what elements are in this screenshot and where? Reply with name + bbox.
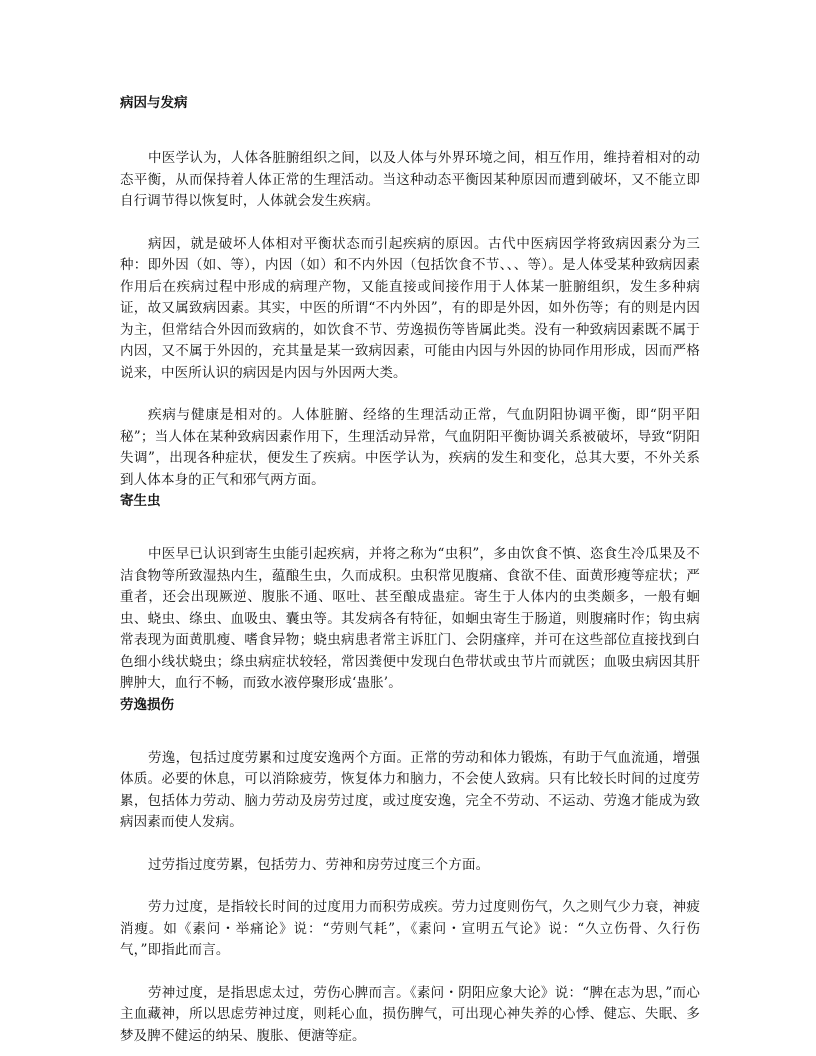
spacer	[120, 511, 700, 544]
paragraph: 劳力过度，是指较长时间的过度用力而积劳成疾。劳力过度则伤气，久之则气少力衰，神疲消瘦。如《素问・举痛论》说：“劳则气耗”，《素问・宣明五气论》说：“久立伤骨、久行伤气，”即指此而言。	[120, 899, 700, 958]
paragraph: 中医学认为，人体各脏腑组织之间，以及人体与外界环境之间，相互作用，维持着相对的动态平衡，从而保持着人体正常的生理活动。当这种动态平衡因某种原因而遭到破坏，又不能立即自行调节得以恢复时，人体就会发生疾病。	[120, 150, 700, 209]
section-title: 劳逸损伤	[120, 696, 174, 713]
spacer	[120, 876, 700, 897]
spacer	[120, 962, 700, 983]
paragraph: 中医早已认识到寄生虫能引起疾病，并将之称为“虫积”，多由饮食不慎、恣食生冷瓜果及不洁食物等所致湿热内生，蕴酿生虫，久而成积。虫积常见腹痛、食欲不佳、面黄形瘦等症状；严重者，还会出现厥逆、腹胀不通、呕吐、甚至酿成蛊症。寄生于人体内的虫类颇多，一般有蛔虫、蛲虫、绦虫、血吸虫、囊虫等。其发病各有特征，如蛔虫寄生于肠道，则腹痛时作；钩虫病常表现为面黄肌瘦、嗜食异物；蛲虫病患者常主诉肛门、会阴瘙痒，并可在这些部位直接找到白色细小线状蛲虫；绦虫病症状较轻，常因粪便中发现白色带状或虫节片而就医；血吸虫病因其肝脾肿大，血行不畅，而致水液停聚形成‘蛊胀’。	[120, 546, 700, 691]
section-title: 寄生虫	[120, 493, 161, 509]
document-page	[120, 93, 700, 1047]
section-title: 病因与发病	[120, 95, 188, 111]
paragraph: 劳逸，包括过度劳累和过度安逸两个方面。正常的劳动和体力锻炼，有助于气血流通，增强体质。必要的休息，可以消除疲劳，恢复体力和脑力，不会使人致病。只有比较长时间的过度劳累，包括体力劳动、脑力劳动及房劳过度，或过度安逸，完全不劳动、不运动、劳逸才能成为致病因素而使人发病。	[120, 749, 700, 830]
section-etiology	[120, 93, 700, 491]
paragraph: 病因，就是破坏人体相对平衡状态而引起疾病的原因。古代中医病因学将致病因素分为三种：即外因（如、等），内因（如）和不内外因（包括饮食不节、、、等）。是人体受某种致病因素作用后在疾病过程中形成的病理产物，又能直接或间接作用于人体某一脏腑组织，发生多种病证，故又属致病因素。其实，中医的所谓“不内外因”，有的即是外因，如外伤等；有的则是内因为主，但常结合外因而致病的，如饮食不节、劳逸损伤等皆属此类。没有一种致病因素既不属于内因，又不属于外因的，充其量是某一致病因素，可能由内因与外因的协同作用形成，因而严格说来，中医所认识的病因是内因与外因两大类。	[120, 235, 700, 381]
spacer	[120, 384, 700, 405]
paragraph: 劳神过度，是指思虑太过，劳伤心脾而言。《素问・阴阳应象大论》说：“脾在志为思，”而心主血藏神，所以思虑劳神过度，则耗心血，损伤脾气，可出现心神失养的心悸、健忘、失眠、多梦及脾不健运的纳呆、腹胀、便溏等症。	[120, 984, 700, 1044]
spacer	[120, 834, 700, 855]
spacer	[120, 213, 700, 234]
section-parasites	[120, 491, 700, 695]
paragraph: 疾病与健康是相对的。人体脏腑、经络的生理活动正常，气血阴阳协调平衡，即“阴平阳秘”；当人体在某种致病因素作用下，生理活动异常，气血阴阳平衡协调关系被破坏，导致“阴阳失调”，出现各种症状，便发生了疾病。中医学认为，疾病的发生和变化，总其大要，不外关系到人体本身的正气和邪气两方面。	[120, 407, 700, 488]
spacer	[120, 113, 700, 148]
spacer	[120, 715, 700, 748]
paragraph: 过劳指过度劳累，包括劳力、劳神和房劳过度三个方面。	[148, 856, 490, 873]
section-overwork	[120, 695, 700, 1048]
